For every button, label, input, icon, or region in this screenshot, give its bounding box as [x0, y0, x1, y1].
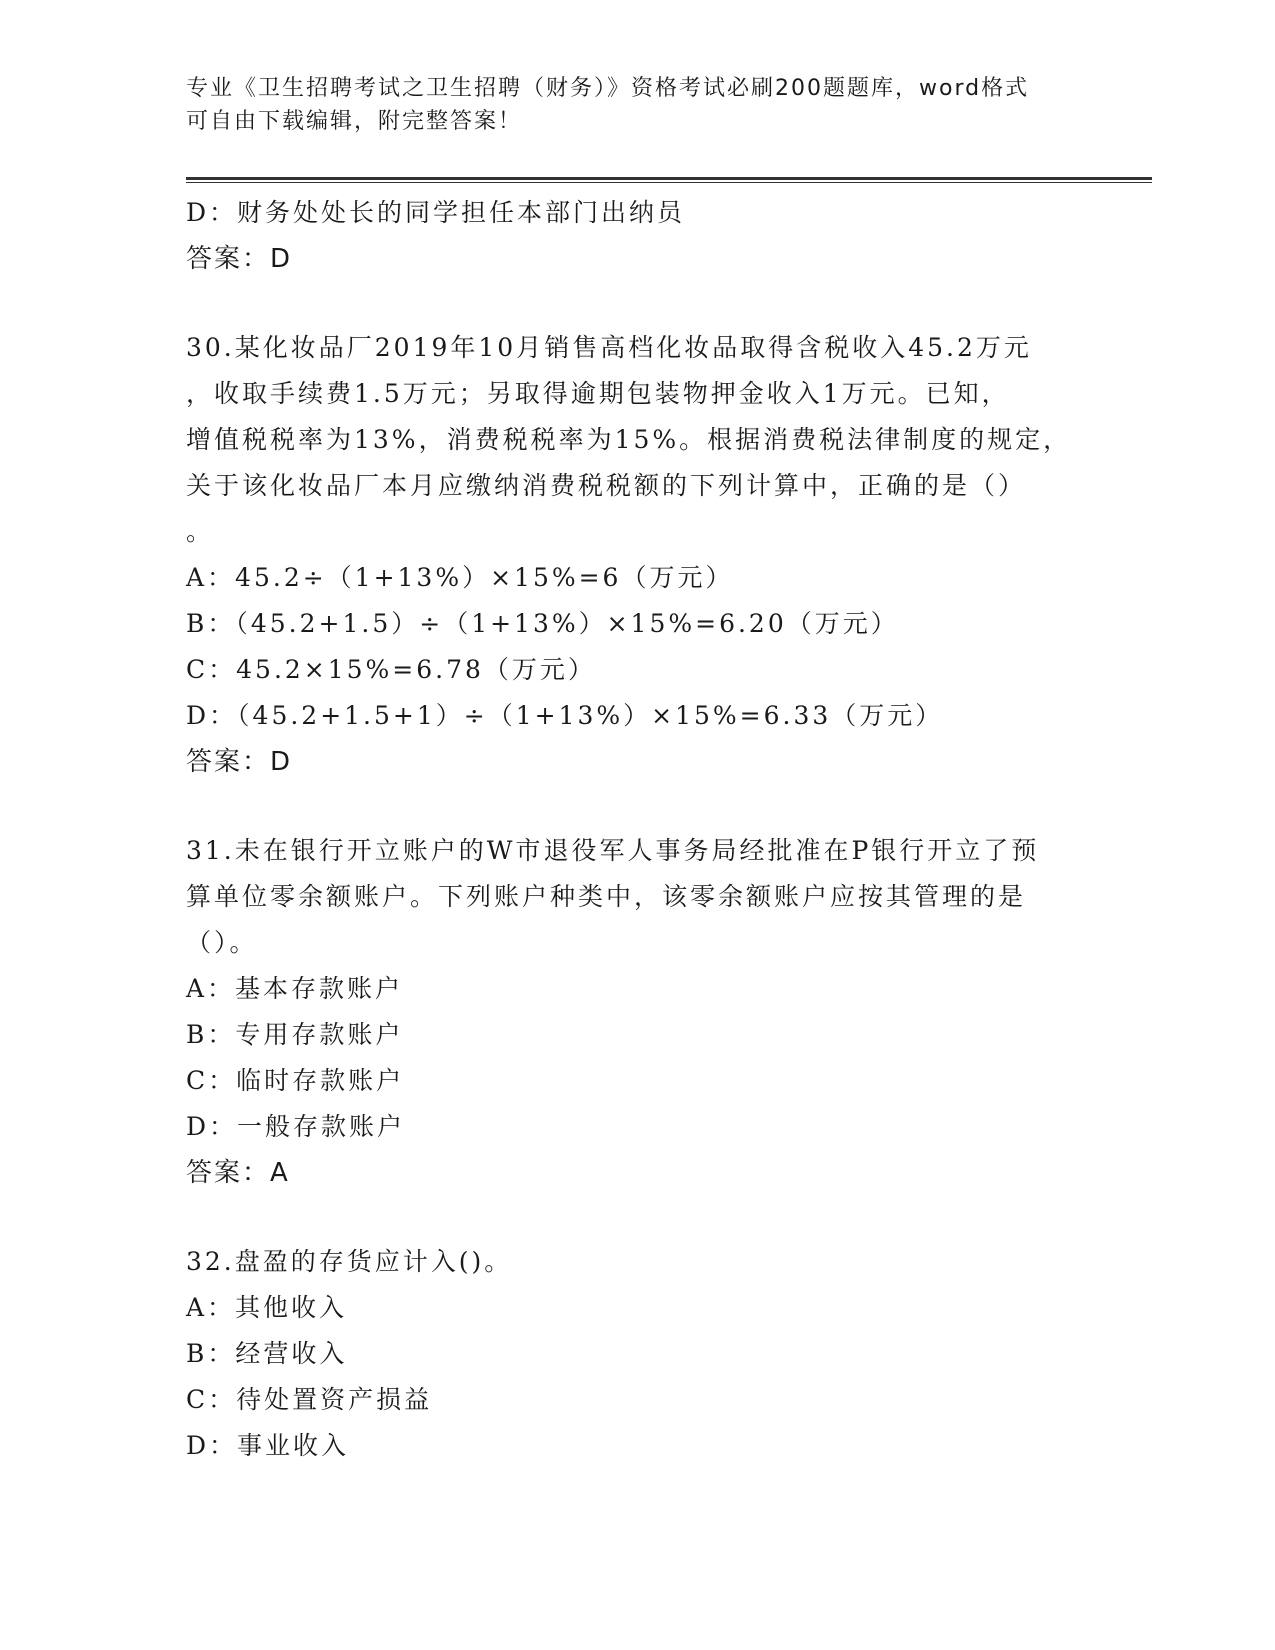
spacer — [186, 282, 1086, 325]
question-stem-line: （）。 — [186, 928, 258, 957]
prev-question-tail — [186, 190, 1086, 282]
option-d: D：（45.2+1.5+1）÷（1+13%）×15%=6.33（万元） — [186, 701, 944, 730]
option-d: D：财务处处长的同学担任本部门出纳员 — [186, 198, 686, 227]
option-b: B：（45.2+1.5）÷（1+13%）×15%=6.20（万元） — [186, 609, 899, 638]
header-rule-thin — [186, 182, 1152, 183]
question-content — [186, 190, 1086, 1469]
option-c: C：临时存款账户 — [186, 1066, 405, 1095]
question-stem-line: 。 — [186, 517, 215, 546]
header-rule-thick — [186, 177, 1152, 180]
question-stem-line: 增值税税率为13%，消费税税率为15%。根据消费税法律制度的规定， — [186, 425, 1072, 454]
question-31 — [186, 828, 1086, 1196]
answer-line: 答案：D — [186, 244, 293, 274]
question-stem-line: 关于该化妆品厂本月应缴纳消费税税额的下列计算中，正确的是（） — [186, 471, 1027, 500]
answer-line: 答案：D — [186, 747, 293, 777]
header-line-1: 专业《卫生招聘考试之卫生招聘（财务）》资格考试必刷200题题库，word格式 — [186, 76, 1030, 101]
option-a: A：基本存款账户 — [186, 974, 404, 1003]
question-stem-line: 30.某化妆品厂2019年10月销售高档化妆品取得含税收入45.2万元 — [186, 333, 1032, 362]
option-c: C：待处置资产损益 — [186, 1385, 433, 1414]
option-c: C：45.2×15%=6.78（万元） — [186, 655, 596, 684]
option-d: D：一般存款账户 — [186, 1112, 406, 1141]
question-stem-line: 31.未在银行开立账户的W市退役军人事务局经批准在P银行开立了预 — [186, 836, 1040, 865]
option-d: D：事业收入 — [186, 1431, 350, 1460]
option-a: A：45.2÷（1+13%）×15%=6（万元） — [186, 563, 734, 592]
option-b: B：经营收入 — [186, 1339, 348, 1368]
question-stem-line: ，收取手续费1.5万元；另取得逾期包装物押金收入1万元。已知， — [186, 379, 1010, 408]
header-line-2: 可自由下载编辑，附完整答案！ — [186, 109, 523, 134]
question-stem-line: 算单位零余额账户。下列账户种类中，该零余额账户应按其管理的是 — [186, 882, 1027, 911]
option-a: A：其他收入 — [186, 1293, 348, 1322]
question-32 — [186, 1239, 1086, 1469]
question-stem-line: 32.盘盈的存货应计入()。 — [186, 1247, 513, 1276]
question-30 — [186, 325, 1086, 785]
page-header — [186, 72, 1066, 138]
spacer — [186, 785, 1086, 828]
option-b: B：专用存款账户 — [186, 1020, 404, 1049]
spacer — [186, 1196, 1086, 1239]
answer-line: 答案：A — [186, 1158, 290, 1188]
